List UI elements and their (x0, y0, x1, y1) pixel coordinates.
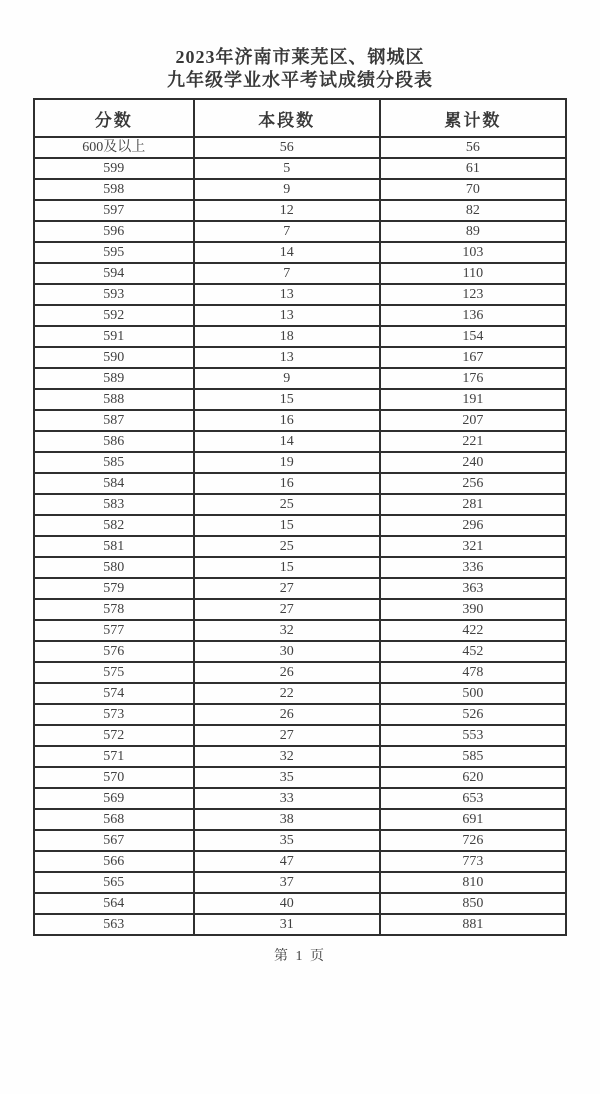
table-cell: 47 (194, 851, 380, 872)
table-cell: 110 (380, 263, 566, 284)
table-cell: 588 (34, 389, 194, 410)
table-cell: 207 (380, 410, 566, 431)
table-row (34, 221, 566, 242)
column-header-segment-count: 本段数 (194, 99, 380, 137)
table-cell: 571 (34, 746, 194, 767)
table-cell: 35 (194, 830, 380, 851)
table-row (34, 641, 566, 662)
table-cell: 7 (194, 263, 380, 284)
table-cell: 176 (380, 368, 566, 389)
score-distribution-table (33, 98, 567, 936)
table-cell: 13 (194, 347, 380, 368)
column-header-cumulative-count: 累计数 (380, 99, 566, 137)
table-row (34, 179, 566, 200)
table-cell: 19 (194, 452, 380, 473)
table-cell: 15 (194, 389, 380, 410)
table-cell: 773 (380, 851, 566, 872)
table-cell: 256 (380, 473, 566, 494)
table-cell: 13 (194, 305, 380, 326)
table-row (34, 662, 566, 683)
table-cell: 599 (34, 158, 194, 179)
table-cell: 221 (380, 431, 566, 452)
table-cell: 7 (194, 221, 380, 242)
table-cell: 14 (194, 431, 380, 452)
table-body (34, 137, 566, 935)
document-title (0, 0, 600, 92)
table-cell: 136 (380, 305, 566, 326)
table-cell: 70 (380, 179, 566, 200)
table-cell: 14 (194, 242, 380, 263)
table-cell: 363 (380, 578, 566, 599)
table-header-row (34, 99, 566, 137)
table-cell: 37 (194, 872, 380, 893)
table-cell: 32 (194, 620, 380, 641)
table-cell: 595 (34, 242, 194, 263)
table-row (34, 767, 566, 788)
table-cell: 32 (194, 746, 380, 767)
table-cell: 850 (380, 893, 566, 914)
table-cell: 574 (34, 683, 194, 704)
table-row (34, 200, 566, 221)
table-row (34, 410, 566, 431)
table-row (34, 326, 566, 347)
table-cell: 572 (34, 725, 194, 746)
table-cell: 18 (194, 326, 380, 347)
table-row (34, 452, 566, 473)
table-cell: 26 (194, 662, 380, 683)
table-cell: 16 (194, 410, 380, 431)
table-row (34, 284, 566, 305)
table-cell: 452 (380, 641, 566, 662)
table-cell: 15 (194, 515, 380, 536)
table-cell: 570 (34, 767, 194, 788)
table-cell: 591 (34, 326, 194, 347)
table-cell: 585 (34, 452, 194, 473)
table-cell: 579 (34, 578, 194, 599)
table-row (34, 893, 566, 914)
table-cell: 526 (380, 704, 566, 725)
table-cell: 581 (34, 536, 194, 557)
table-cell: 881 (380, 914, 566, 935)
table-cell: 569 (34, 788, 194, 809)
table-row (34, 389, 566, 410)
table-cell: 478 (380, 662, 566, 683)
table-cell: 38 (194, 809, 380, 830)
table-cell: 589 (34, 368, 194, 389)
table-row (34, 683, 566, 704)
table-cell: 25 (194, 536, 380, 557)
table-row (34, 578, 566, 599)
table-cell: 653 (380, 788, 566, 809)
table-cell: 600及以上 (34, 137, 194, 158)
table-cell: 596 (34, 221, 194, 242)
table-row (34, 830, 566, 851)
table-row (34, 368, 566, 389)
table-cell: 575 (34, 662, 194, 683)
table-row (34, 746, 566, 767)
table-cell: 500 (380, 683, 566, 704)
table-row (34, 788, 566, 809)
table-row (34, 431, 566, 452)
table-cell: 154 (380, 326, 566, 347)
table-row (34, 515, 566, 536)
table-row (34, 851, 566, 872)
title-line-1: 2023年济南市莱芜区、钢城区 (175, 47, 425, 67)
table-cell: 61 (380, 158, 566, 179)
table-cell: 27 (194, 725, 380, 746)
table-cell: 296 (380, 515, 566, 536)
table-cell: 691 (380, 809, 566, 830)
table-cell: 25 (194, 494, 380, 515)
table-row (34, 872, 566, 893)
table-cell: 578 (34, 599, 194, 620)
table-cell: 567 (34, 830, 194, 851)
table-cell: 82 (380, 200, 566, 221)
table-cell: 26 (194, 704, 380, 725)
page-number: 第 1 页 (274, 949, 326, 964)
table-cell: 167 (380, 347, 566, 368)
table-cell: 576 (34, 641, 194, 662)
table-cell: 620 (380, 767, 566, 788)
table-cell: 564 (34, 893, 194, 914)
table-cell: 565 (34, 872, 194, 893)
table-cell: 585 (380, 746, 566, 767)
table-cell: 27 (194, 578, 380, 599)
table-cell: 566 (34, 851, 194, 872)
table-cell: 9 (194, 179, 380, 200)
table-row (34, 242, 566, 263)
table-cell: 390 (380, 599, 566, 620)
table-row (34, 158, 566, 179)
table-cell: 30 (194, 641, 380, 662)
table-cell: 726 (380, 830, 566, 851)
table-cell: 587 (34, 410, 194, 431)
table-cell: 16 (194, 473, 380, 494)
table-cell: 598 (34, 179, 194, 200)
table-cell: 321 (380, 536, 566, 557)
table-cell: 123 (380, 284, 566, 305)
table-cell: 336 (380, 557, 566, 578)
table-cell: 22 (194, 683, 380, 704)
table-cell: 35 (194, 767, 380, 788)
column-header-score: 分数 (34, 99, 194, 137)
table-cell: 584 (34, 473, 194, 494)
table-row (34, 347, 566, 368)
table-cell: 33 (194, 788, 380, 809)
table-cell: 191 (380, 389, 566, 410)
table-cell: 582 (34, 515, 194, 536)
table-cell: 13 (194, 284, 380, 305)
table-cell: 583 (34, 494, 194, 515)
table-row (34, 263, 566, 284)
table-cell: 597 (34, 200, 194, 221)
table-cell: 31 (194, 914, 380, 935)
table-cell: 89 (380, 221, 566, 242)
table-cell: 103 (380, 242, 566, 263)
table-row (34, 557, 566, 578)
table-cell: 568 (34, 809, 194, 830)
table-cell: 40 (194, 893, 380, 914)
table-row (34, 137, 566, 158)
table-cell: 593 (34, 284, 194, 305)
table-cell: 573 (34, 704, 194, 725)
table-cell: 810 (380, 872, 566, 893)
table-cell: 577 (34, 620, 194, 641)
table-row (34, 599, 566, 620)
table-cell: 56 (380, 137, 566, 158)
title-line-2: 九年级学业水平考试成绩分段表 (167, 70, 433, 90)
table-row (34, 809, 566, 830)
table-cell: 422 (380, 620, 566, 641)
table-cell: 586 (34, 431, 194, 452)
table-cell: 594 (34, 263, 194, 284)
table-cell: 15 (194, 557, 380, 578)
table-cell: 27 (194, 599, 380, 620)
table-cell: 590 (34, 347, 194, 368)
table-cell: 56 (194, 137, 380, 158)
table-row (34, 536, 566, 557)
table-cell: 5 (194, 158, 380, 179)
table-row (34, 494, 566, 515)
table-cell: 592 (34, 305, 194, 326)
table-row (34, 620, 566, 641)
table-cell: 563 (34, 914, 194, 935)
table-cell: 553 (380, 725, 566, 746)
table-row (34, 305, 566, 326)
table-cell: 9 (194, 368, 380, 389)
table-cell: 281 (380, 494, 566, 515)
table-row (34, 725, 566, 746)
table-cell: 12 (194, 200, 380, 221)
table-cell: 240 (380, 452, 566, 473)
table-cell: 580 (34, 557, 194, 578)
table-row (34, 473, 566, 494)
table-row (34, 914, 566, 935)
table-row (34, 704, 566, 725)
